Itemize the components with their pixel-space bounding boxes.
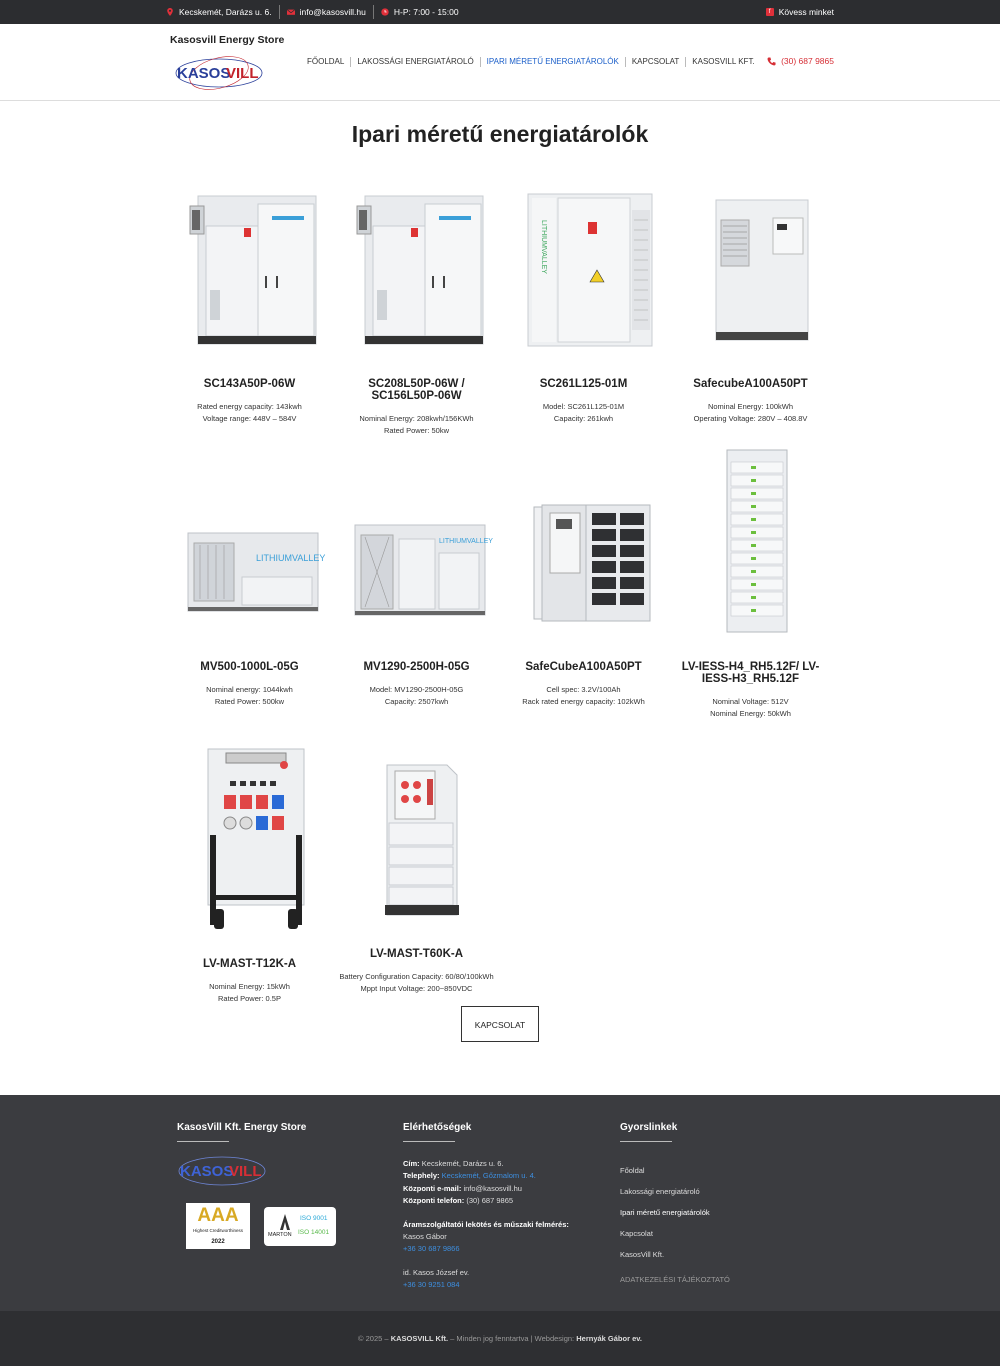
product-card[interactable] <box>166 185 333 424</box>
follow-text: Kövess minket <box>778 7 834 17</box>
product-card[interactable] <box>500 468 667 707</box>
product-spec-line: Rack rated energy capacity: 102kWh <box>522 696 645 706</box>
phone-row: Központi telefon: (30) 687 9865 <box>403 1196 514 1206</box>
footer-divider <box>177 1141 229 1142</box>
aaa-badge-title: AAA <box>197 1205 239 1226</box>
phone-text[interactable]: (30) 687 9865 <box>466 1196 514 1206</box>
product-image[interactable] <box>514 468 654 633</box>
iso-14001: ISO 14001 <box>298 1229 330 1236</box>
product-spec-line: Nominal Energy: 208kwh/156KWh <box>359 414 474 423</box>
copyright-prefix: © 2025 – <box>358 1334 389 1343</box>
site-row: Telephely: Kecskemét, Gőzmalom u. 4. <box>403 1171 536 1181</box>
email-text[interactable]: info@kasosvill.hu <box>463 1183 522 1193</box>
svg-text:VILL: VILL <box>226 65 259 82</box>
product-name[interactable]: MV500-1000L-05G <box>200 661 299 673</box>
product-spec-line: Rated Power: 50kw <box>383 425 450 435</box>
product-name[interactable]: LV-MAST-T12K-A <box>202 958 297 970</box>
iso-9001: ISO 9001 <box>300 1215 328 1222</box>
product-spec <box>667 696 834 719</box>
contact-button[interactable]: KAPCSOLAT <box>461 1006 539 1042</box>
product-spec-line: Nominal Voltage: 512V <box>712 697 789 706</box>
clock-icon <box>381 8 389 16</box>
topbar-hours-text: H-P: 7:00 - 15:00 <box>393 7 459 17</box>
nav-lakossagi[interactable]: LAKOSSÁGI ENERGIATÁROLÓ <box>351 57 480 67</box>
product-spec-line: Capacity: 2507kwh <box>384 696 449 706</box>
quick-link-kasosvill[interactable]: KasosVill Kft. <box>620 1250 665 1259</box>
product-image[interactable] <box>514 185 654 350</box>
product-card[interactable] <box>166 468 333 707</box>
footer-links-title: Gyorslinkek <box>620 1122 678 1133</box>
product-name[interactable]: SC261L125-01M <box>539 378 628 390</box>
product-spec <box>667 401 834 424</box>
product-card[interactable] <box>500 185 667 424</box>
product-image[interactable] <box>681 185 821 350</box>
product-spec-line: Mppt Input Voltage: 200~850VDC <box>360 983 473 993</box>
product-spec-line: Nominal Energy: 15kWh <box>209 982 290 991</box>
copyright-company: KASOSVILL Kft. <box>390 1334 449 1343</box>
page-title: Ipari méretű energiatárolók <box>351 121 649 147</box>
person1-name: Kasos Gábor <box>403 1232 447 1242</box>
site-link[interactable]: Kecskemét, Gőzmalom u. 4. <box>441 1171 536 1181</box>
footer-contact-details <box>403 1158 593 1292</box>
product-spec-line: Battery Configuration Capacity: 60/80/100kWh <box>339 972 494 981</box>
site-footer <box>0 1095 1000 1311</box>
product-spec-line: Cell spec: 3.2V/100Ah <box>546 685 621 694</box>
topbar-hours <box>374 5 466 19</box>
aaa-badge-sub: Highest Creditworthiness <box>192 1228 244 1233</box>
quick-link-ipari[interactable]: Ipari méretű energiatárolók <box>620 1208 710 1217</box>
quick-link-lakossagi[interactable]: Lakossági energiatároló <box>620 1187 700 1196</box>
product-grid <box>166 148 834 1030</box>
svg-text:LITHIUMVALLEY: LITHIUMVALLEY <box>539 220 547 274</box>
nav-kasosvill-kft[interactable]: KASOSVILL KFT. <box>692 57 755 66</box>
footer-divider <box>620 1141 672 1142</box>
marton-tower-icon <box>274 1214 296 1230</box>
product-name[interactable]: LV-IESS-H4_RH5.12F/ LV-IESS-H3_RH5.12F <box>681 661 820 685</box>
product-card[interactable] <box>333 752 500 994</box>
product-image[interactable] <box>180 185 320 350</box>
person1-phone[interactable]: +36 30 687 9866 <box>403 1244 460 1254</box>
aaa-badge <box>186 1203 250 1249</box>
product-image[interactable] <box>347 468 493 633</box>
product-spec <box>166 401 333 424</box>
product-name[interactable]: LV-MAST-T60K-A <box>369 948 464 960</box>
marton-text: MARTON <box>268 1232 292 1238</box>
product-spec <box>500 401 667 424</box>
phone-icon <box>767 57 776 66</box>
product-spec-line: Nominal energy: 1044kwh <box>206 685 293 694</box>
product-spec-line: Rated Power: 500kw <box>214 696 285 706</box>
svg-text:VILL: VILL <box>229 1163 262 1180</box>
product-spec <box>166 684 333 707</box>
product-name[interactable]: SafeCubeA100A50PT <box>525 661 642 673</box>
kasosvill-logo[interactable] <box>174 56 264 90</box>
email-row: Központi e-mail: info@kasosvill.hu <box>403 1183 522 1193</box>
footer-divider <box>403 1141 455 1142</box>
product-name[interactable]: SC143A50P-06W <box>203 378 296 390</box>
product-image[interactable] <box>681 448 821 633</box>
nav-kapcsolat[interactable]: KAPCSOLAT <box>626 57 686 67</box>
facebook-icon: f <box>766 8 774 16</box>
product-spec-line: Model: MV1290-2500H-05G <box>369 685 464 694</box>
product-spec <box>333 413 500 436</box>
address-text: Kecskemét, Darázs u. 6. <box>421 1159 504 1168</box>
quick-links <box>620 1166 730 1271</box>
svg-text:KASOS: KASOS <box>177 65 231 82</box>
person2-phone[interactable]: +36 30 9251 084 <box>403 1280 460 1290</box>
iso-badge <box>264 1207 336 1246</box>
product-name[interactable]: SafecubeA100A50PT <box>693 378 808 390</box>
svg-text:LITHIUMVALLEY: LITHIUMVALLEY <box>438 538 493 545</box>
product-spec-line: Model: SC261L125-01M <box>542 402 625 411</box>
follow-link[interactable] <box>766 7 834 17</box>
address-row: Cím: Kecskemét, Darázs u. 6. <box>403 1159 504 1168</box>
product-card[interactable] <box>333 185 500 436</box>
nav-ipari[interactable]: IPARI MÉRETŰ ENERGIATÁROLÓK <box>481 57 626 67</box>
product-spec-line: Nominal Energy: 100kWh <box>707 402 794 411</box>
footer-logo[interactable] <box>177 1154 267 1188</box>
envelope-icon <box>287 8 295 16</box>
contact-button-wrap <box>166 1006 834 1042</box>
topbar-email[interactable] <box>280 5 374 19</box>
site-header <box>0 24 1000 101</box>
person2-name: id. Kasos József ev. <box>403 1267 470 1277</box>
product-card[interactable] <box>667 468 834 719</box>
product-name[interactable]: SC208L50P-06W / SC156L50P-06W <box>368 378 465 402</box>
product-image[interactable] <box>180 745 320 930</box>
aaa-badge-year: 2022 <box>211 1239 225 1245</box>
product-image[interactable] <box>347 185 487 350</box>
footer-brand-title: KasosVill Kft. Energy Store <box>177 1122 307 1133</box>
top-bar <box>0 0 1000 24</box>
svg-text:LITHIUMVALLEY: LITHIUMVALLEY <box>255 553 325 563</box>
product-spec-line: Capacity: 261kwh <box>553 413 614 423</box>
designer-link[interactable]: Hernyák Gábor ev. <box>576 1334 642 1343</box>
product-image[interactable] <box>180 468 325 633</box>
footer-col-brand <box>177 1122 306 1193</box>
product-spec-line: Rated Power: 0.5P <box>218 993 281 1003</box>
product-card[interactable] <box>667 185 834 424</box>
product-card[interactable] <box>333 468 500 707</box>
product-spec <box>333 971 500 994</box>
footer-contact-title: Elérhetőségek <box>403 1122 472 1133</box>
quick-link-kapcsolat[interactable]: Kapcsolat <box>620 1229 653 1238</box>
product-spec-line: Voltage range: 448V – 584V <box>202 413 297 423</box>
footer-col-contact <box>403 1122 593 1292</box>
topbar-address <box>166 5 280 19</box>
service-label: Áramszolgáltatói lekötés és műszaki felmérés: <box>403 1219 569 1229</box>
product-spec-line: Operating Voltage: 280V – 408.8V <box>693 413 808 423</box>
product-image[interactable] <box>347 745 487 920</box>
quick-link-fooldal[interactable]: Főoldal <box>620 1166 645 1175</box>
topbar-email-text: info@kasosvill.hu <box>299 7 366 17</box>
product-card[interactable] <box>166 752 333 1004</box>
header-phone-text: (30) 687 9865 <box>781 56 834 66</box>
product-spec <box>166 981 333 1004</box>
main-nav <box>307 57 761 67</box>
topbar-address-text: Kecskemét, Darázs u. 6. <box>179 7 272 17</box>
product-spec <box>500 684 667 707</box>
copyright-bar <box>0 1311 1000 1366</box>
brand-title[interactable]: Kasosvill Energy Store <box>170 34 285 46</box>
copyright-middle: – Minden jog fenntartva | Webdesign: <box>450 1334 575 1343</box>
svg-text:KASOS: KASOS <box>180 1163 234 1180</box>
product-spec-line: Rated energy capacity: 143kwh <box>197 402 302 411</box>
privacy-link[interactable]: ADATKEZELÉSI TÁJÉKOZTATÓ <box>620 1275 730 1284</box>
header-phone[interactable] <box>767 56 834 66</box>
map-marker-icon <box>166 8 174 16</box>
nav-fooldal[interactable]: FŐOLDAL <box>307 57 351 67</box>
product-name[interactable]: MV1290-2500H-05G <box>363 661 470 673</box>
footer-col-links <box>620 1122 730 1284</box>
product-spec-line: Nominal Energy: 50kWh <box>710 708 791 718</box>
product-spec <box>333 684 500 707</box>
